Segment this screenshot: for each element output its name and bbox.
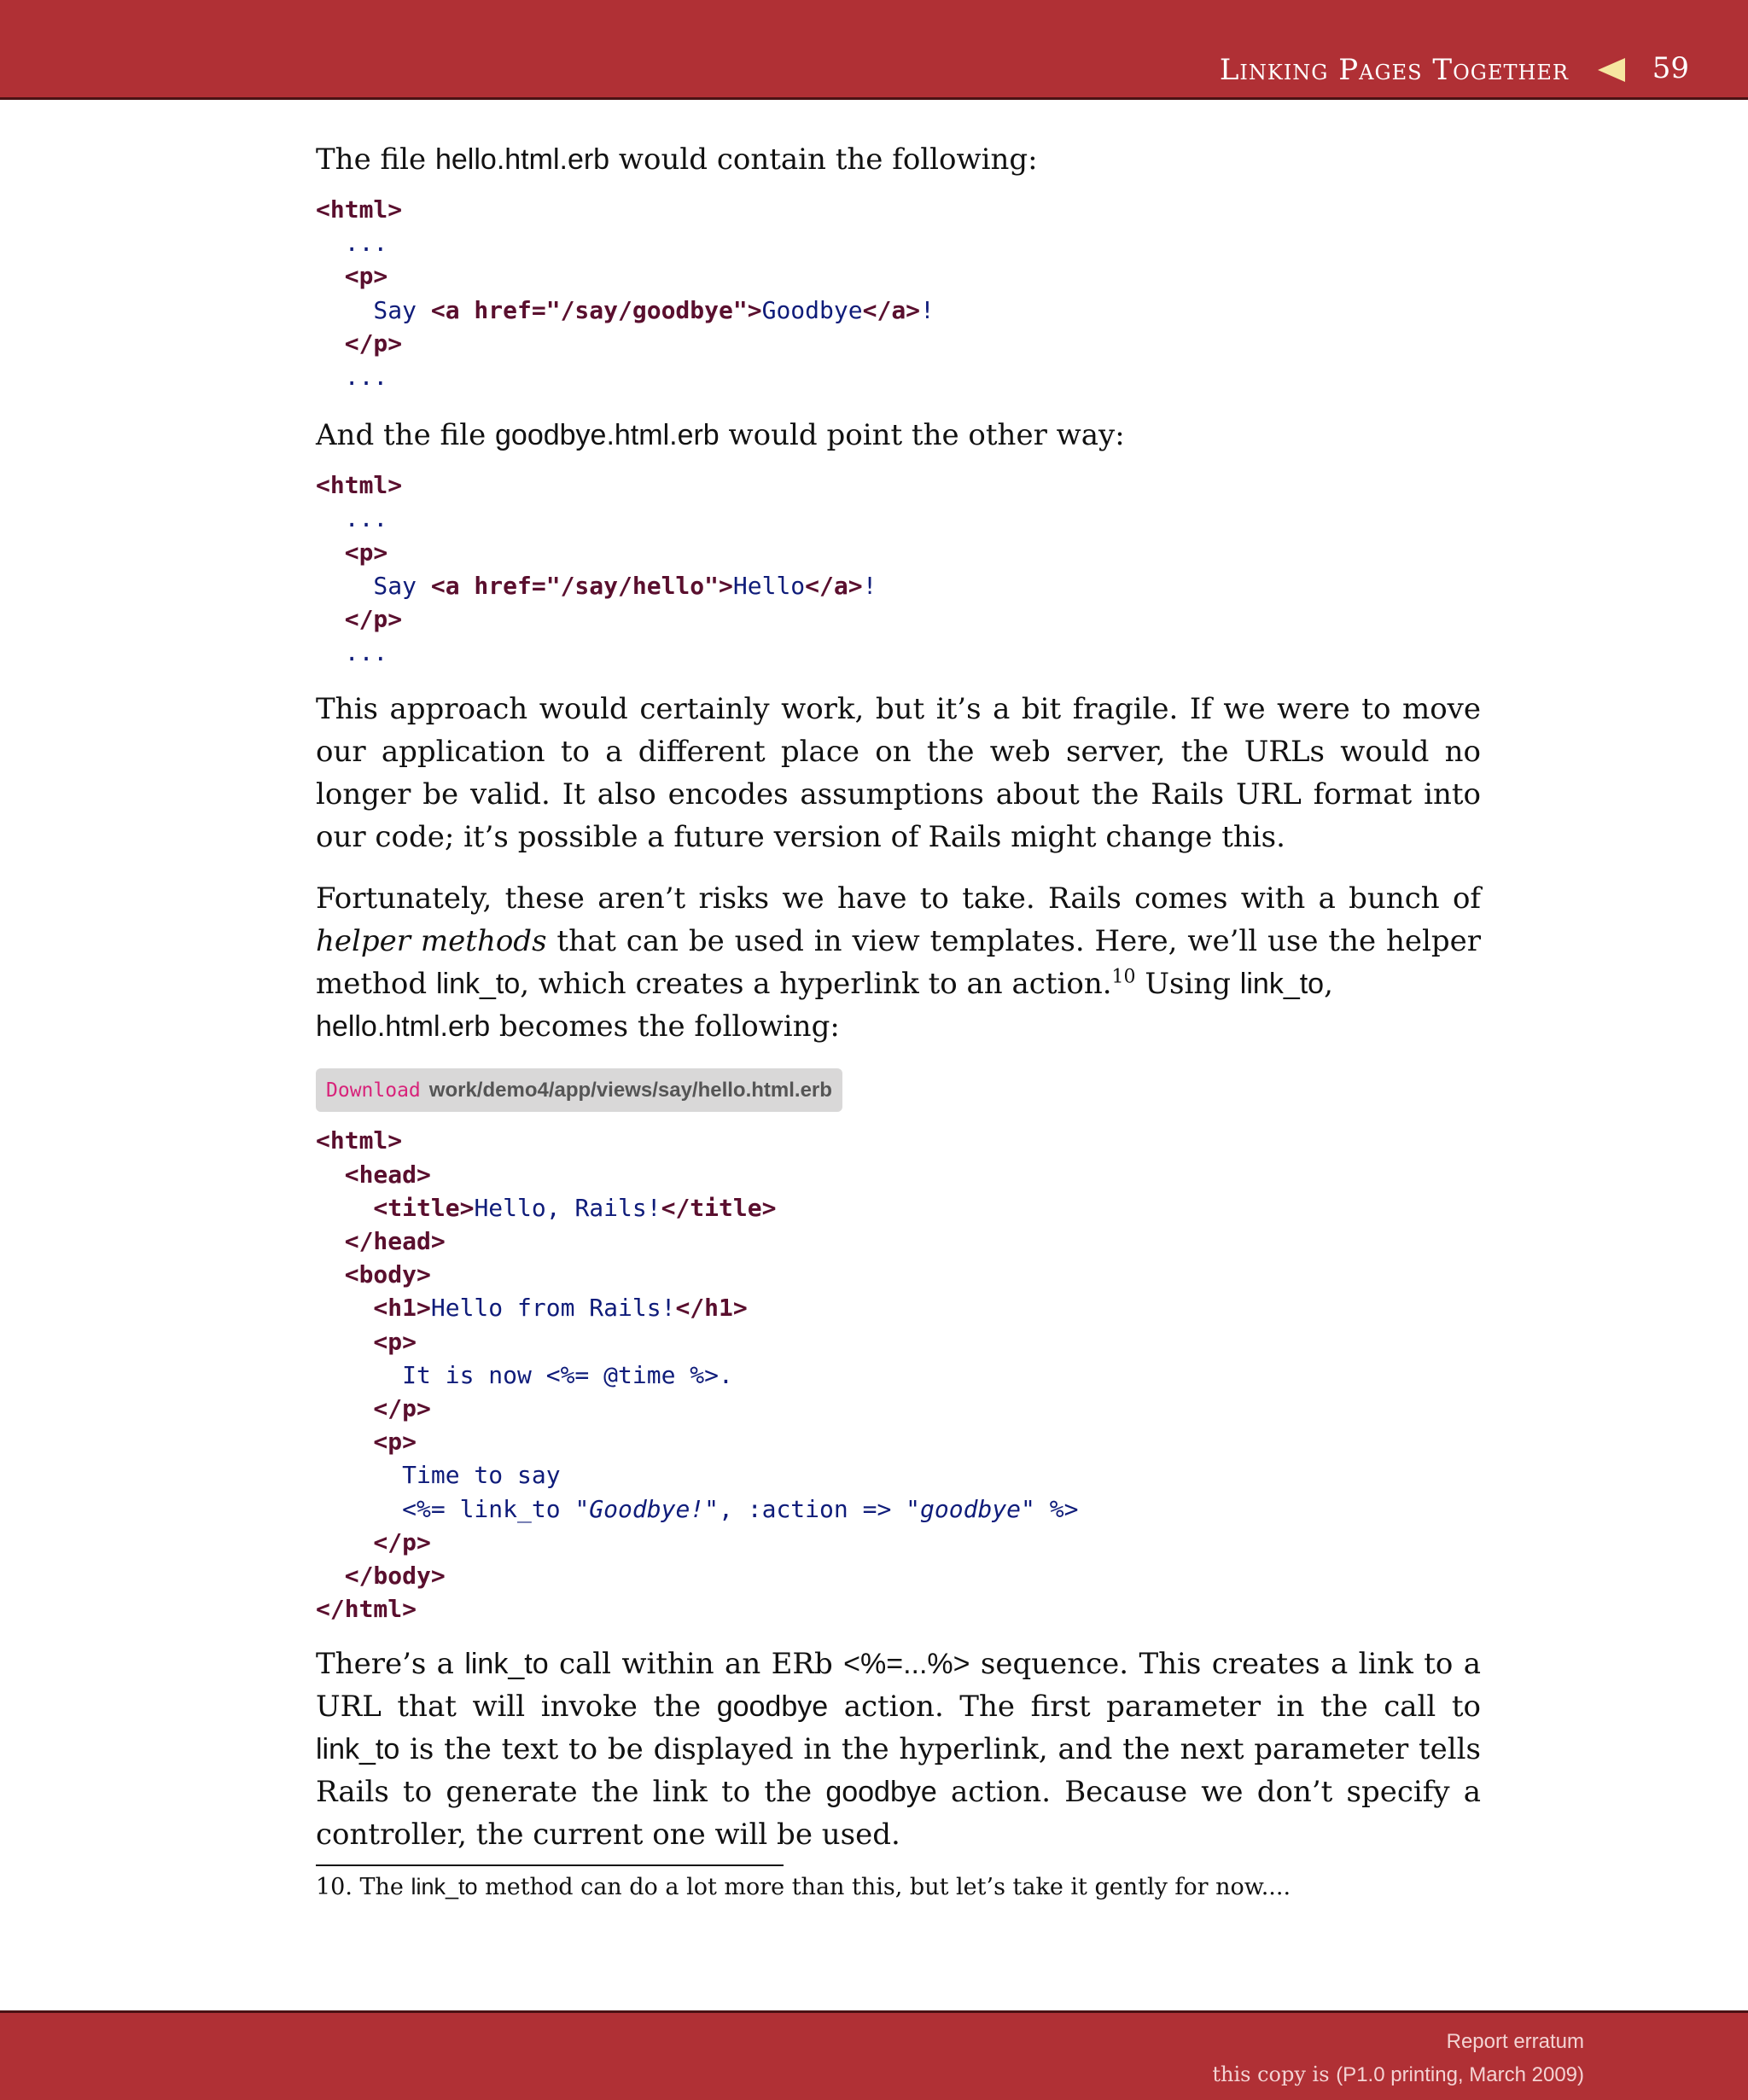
- paragraph-link-to-explained: There’s a link_to call within an ERb <%=...%> sequence. This creates a link to a URL that will invoke the goodbye action. The first parameter in the call to link_to is the text to be displayed in the hyperlink, and the next parameter tells Rails to generate the link to the goodbye action. Because we don’t specify a controller, the current one will be used.: [316, 1647, 1481, 1853]
- page-content: [316, 138, 1481, 1905]
- page-footer: [0, 2010, 1748, 2100]
- code-block-hello: <html> ... <p> Say <a href="/say/goodbye">Goodbye</a>! </p> ...: [316, 195, 935, 392]
- filename: hello.html.erb: [434, 143, 610, 176]
- footnote-ref[interactable]: 10: [1111, 967, 1136, 989]
- code-block-hello-link-to: <html> <head> <title>Hello, Rails!</title> </head> <body> <h1>Hello from Rails!</h1> <p> It is now <%= @time %>. </p> <p> Time to say <%= link_to "Goodbye!", :action => "goodbye" %> </p> </body> </html>: [316, 1126, 1079, 1624]
- paragraph-fragile: This approach would certainly work, but it’s a bit fragile. If we were to move our application to a different place on the web server, the URLs would no longer be valid. It also encodes assumptions about the Rails URL format into our code; it’s possible a future version of Rails might change this.: [316, 692, 1481, 855]
- page-header: [0, 0, 1748, 100]
- filename: goodbye.html.erb: [495, 419, 720, 452]
- report-erratum-link[interactable]: Report erratum: [1446, 2030, 1584, 2053]
- footnote-rule: [316, 1864, 784, 1866]
- paragraph-goodbye-intro: And the file goodbye.html.erb would point the other way:: [316, 418, 1125, 453]
- running-title: Linking Pages Together: [1219, 53, 1569, 87]
- code-block-goodbye: <html> ... <p> Say <a href="/say/hello">Hello</a>! </p> ...: [316, 471, 877, 667]
- copy-info: this copy is (P1.0 printing, March 2009): [1212, 2062, 1584, 2086]
- footnote: 10. The link_to method can do a lot more than this, but let’s take it gently for now....: [316, 1874, 1291, 1901]
- back-arrow-icon[interactable]: [1598, 58, 1625, 82]
- page-number: 59: [1652, 51, 1689, 85]
- download-bar-wrap: [316, 1068, 1481, 1112]
- paragraph-helper-methods: Fortunately, these aren’t risks we have to take. Rails comes with a bunch of helper methods that can be used in view templates. Here, we’ll use the helper method link_to, which creates a hyperlink to an action.$^{10}$ Using link_to, hello.html.erb becomes the following:: [316, 881, 1481, 1044]
- paragraph-hello-intro: The file hello.html.erb would contain the following:: [316, 143, 1038, 177]
- download-path: work/demo4/app/views/say/hello.html.erb: [428, 1079, 832, 1102]
- download-bar[interactable]: [316, 1068, 842, 1112]
- download-link[interactable]: Download: [326, 1079, 421, 1102]
